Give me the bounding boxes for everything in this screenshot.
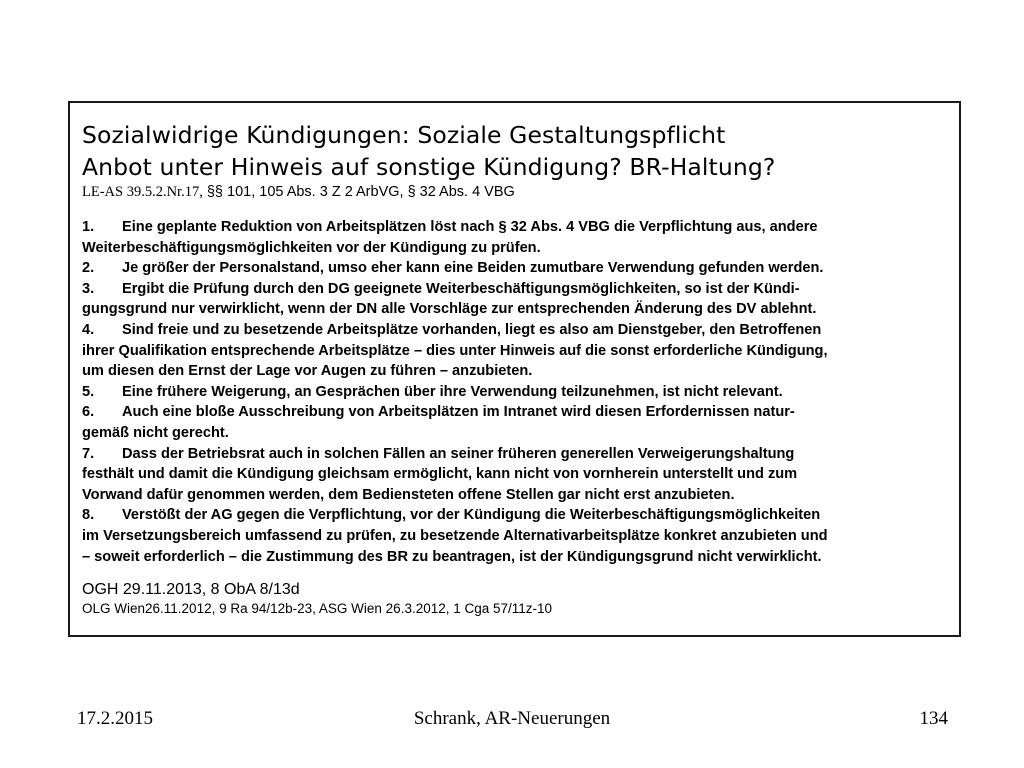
decision-point-4 bbox=[82, 320, 949, 382]
decision-point-2 bbox=[82, 258, 949, 279]
footer-author-title: Schrank, AR-Neuerungen bbox=[413, 708, 611, 729]
point-number: 8. bbox=[82, 507, 95, 524]
slide-title-line-2: Anbot unter Hinweis auf sonstige Kündigung? BR-Haltung? bbox=[82, 153, 776, 181]
point-text: Eine frühere Weigerung, an Gesprächen über ihre Verwendung teilzunehmen, ist nicht relevant. bbox=[122, 383, 783, 400]
footer-page-number: 134 bbox=[919, 708, 948, 729]
point-text: – soweit erforderlich – die Zustimmung des BR zu beantragen, ist der Kündigungsgrund nicht verwirklicht. bbox=[82, 548, 822, 565]
point-text: Ergibt die Prüfung durch den DG geeignete Weiterbeschäftigungsmöglichkeiten, so ist der Kündi- bbox=[122, 280, 800, 297]
point-text: festhält und damit die Kündigung gleichsam ermöglicht, kann nicht von vornherein unterstellt und zum bbox=[82, 466, 798, 483]
point-text: Weiterbeschäftigungsmöglichkeiten vor der Kündigung zu prüfen. bbox=[82, 239, 541, 256]
slide-title-line-1: Sozialwidrige Kündigungen: Soziale Gestaltungspflicht bbox=[82, 121, 726, 149]
point-text: um diesen den Ernst der Lage vor Augen zu führen – anzubieten. bbox=[82, 363, 533, 380]
point-number: 6. bbox=[82, 404, 95, 421]
decision-point-3 bbox=[82, 279, 949, 320]
decision-point-8 bbox=[82, 505, 949, 567]
point-text: ihrer Qualifikation entsprechende Arbeitsplätze – dies unter Hinweis auf die sonst erforderliche Kündigung, bbox=[82, 342, 828, 359]
footer-date: 17.2.2015 bbox=[77, 708, 153, 729]
supreme-court-citation: OGH 29.11.2013, 8 ObA 8/13d bbox=[82, 581, 300, 599]
point-number: 5. bbox=[82, 383, 95, 400]
point-text: Dass der Betriebsrat auch in solchen Fällen an seiner früheren generellen Verweigerungshaltung bbox=[122, 445, 795, 462]
legal-reference bbox=[82, 183, 949, 202]
lower-court-citations: OLG Wien26.11.2012, 9 Ra 94/12b-23, ASG Wien 26.3.2012, 1 Cga 57/11z-10 bbox=[82, 601, 553, 617]
point-number: 2. bbox=[82, 260, 95, 277]
point-number: 4. bbox=[82, 321, 95, 338]
legal-reference-paragraphs: §§ 101, 105 Abs. 3 Z 2 ArbVG, § 32 Abs. 4 VBG bbox=[202, 184, 515, 200]
point-text: im Versetzungsbereich umfassend zu prüfen, zu besetzende Alternativarbeitsplätze konkret anzubieten und bbox=[82, 527, 828, 544]
legal-reference-source: LE-AS 39.5.2.Nr.17, bbox=[82, 184, 203, 200]
decision-point-1 bbox=[82, 217, 949, 258]
slide-content-box bbox=[68, 101, 961, 637]
point-text: Eine geplante Reduktion von Arbeitsplätzen löst nach § 32 Abs. 4 VBG die Verpflichtung aus, andere bbox=[122, 219, 818, 235]
point-text: Auch eine bloße Ausschreibung von Arbeitsplätzen im Intranet wird diesen Erfordernissen natur- bbox=[122, 404, 795, 421]
point-text: gemäß nicht gerecht. bbox=[82, 424, 229, 441]
point-number: 7. bbox=[82, 445, 95, 462]
decision-point-5 bbox=[82, 382, 949, 403]
point-number: 3. bbox=[82, 280, 95, 297]
decision-point-6 bbox=[82, 402, 949, 443]
decision-points-list bbox=[82, 217, 949, 567]
point-text: Sind freie und zu besetzende Arbeitsplätze vorhanden, liegt es also am Dienstgeber, den Betroffenen bbox=[122, 321, 822, 338]
point-number: 1. bbox=[82, 219, 95, 235]
decision-point-7 bbox=[82, 444, 949, 506]
point-text: gungsgrund nur verwirklicht, wenn der DN alle Vorschläge zur entsprechenden Änderung des DV ablehnt. bbox=[82, 301, 817, 318]
point-text: Je größer der Personalstand, umso eher kann eine Beiden zumutbare Verwendung gefunden werden. bbox=[122, 260, 824, 277]
point-text: Vorwand dafür genommen werden, dem Bediensteten offene Stellen gar nicht erst anzubieten. bbox=[82, 486, 735, 503]
point-text: Verstößt der AG gegen die Verpflichtung, vor der Kündigung die Weiterbeschäftigungsmöglichkeiten bbox=[122, 507, 821, 524]
